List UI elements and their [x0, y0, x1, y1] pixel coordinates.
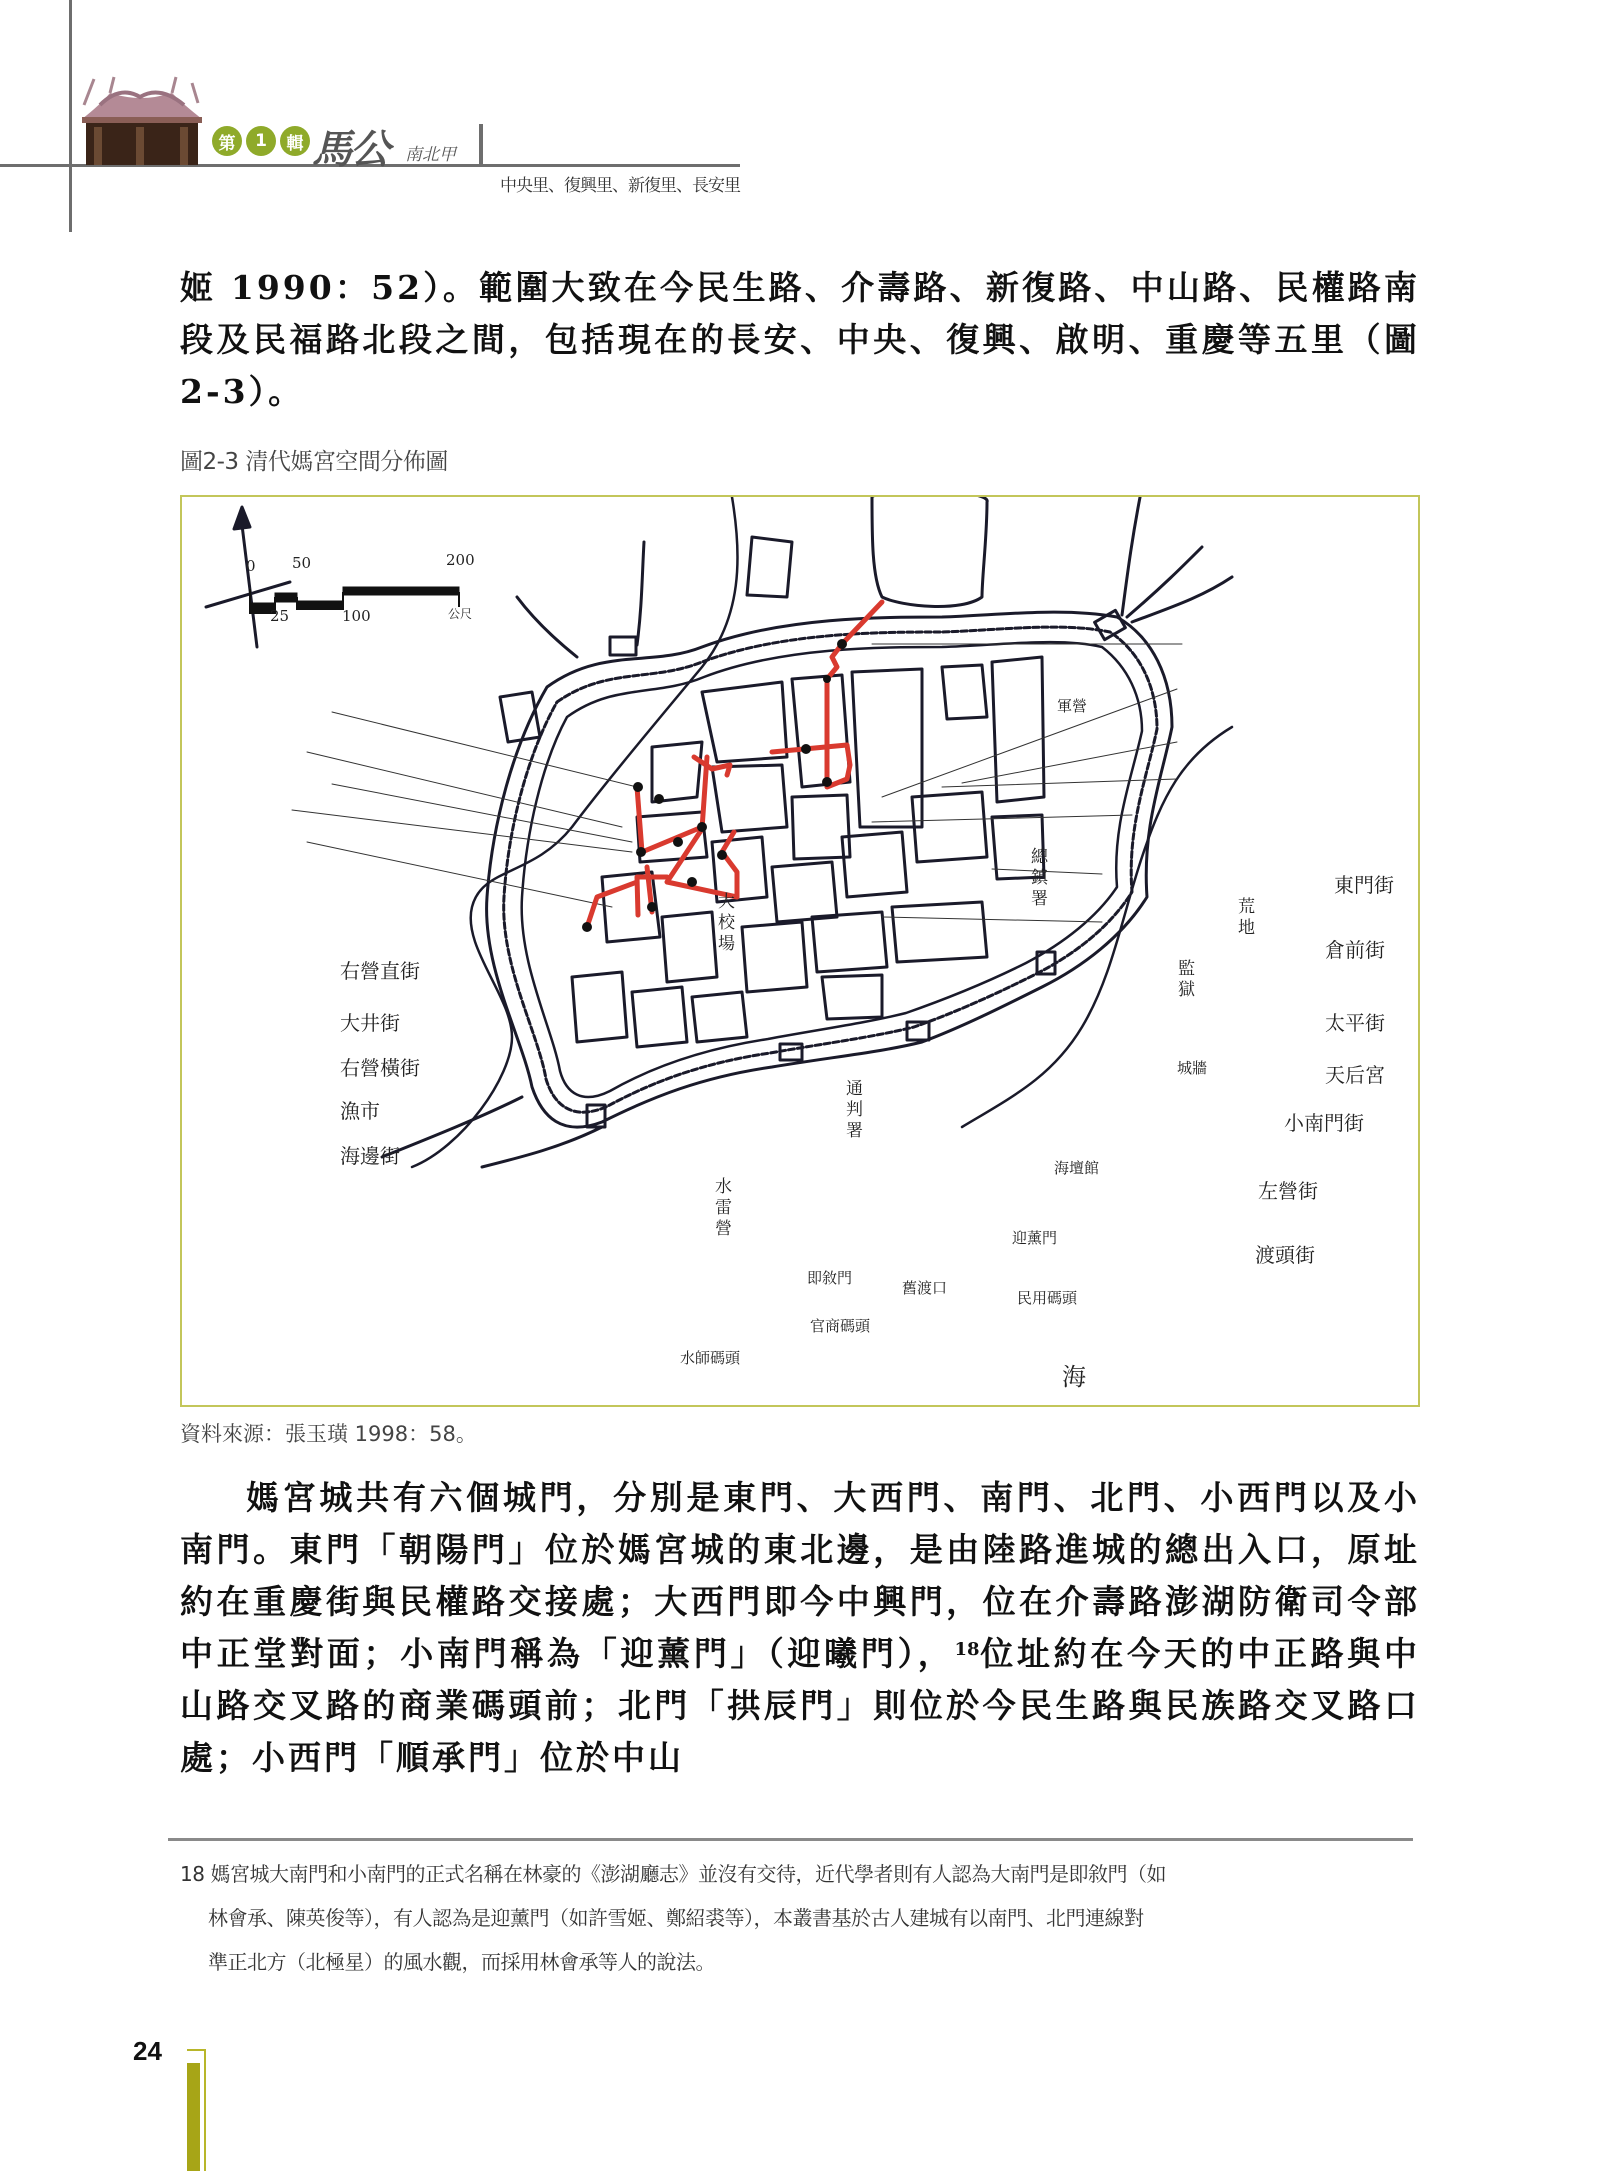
- figure-source: 資料來源：張玉璜 1998：58。: [180, 1422, 477, 1446]
- map-label-yingxun-gate: 迎薰門: [1012, 1229, 1058, 1247]
- street-label-right: 天后宮: [1325, 1063, 1385, 1087]
- map-label-civil-pier: 民用碼頭: [1017, 1289, 1078, 1307]
- map-label-navy-pier: 水師碼頭: [680, 1349, 741, 1367]
- map-label-official-pier: 官商碼頭: [810, 1317, 871, 1335]
- street-label-left: 海邊街: [340, 1144, 400, 1168]
- footnote-text: 林會承、陳英俊等），有人認為是迎薰門（如許雪姬、鄭紹裘等），本叢書基於古人建城有以南門、北門連線對: [208, 1906, 1144, 1930]
- street-label-right: 渡頭街: [1255, 1243, 1315, 1267]
- map-label-prison: 監獄: [1174, 959, 1194, 1001]
- map-label-sea: 海: [1062, 1363, 1086, 1391]
- scale-unit: 公尺: [448, 607, 473, 621]
- series-badge: 輯: [280, 126, 310, 156]
- header-vertical-rule: [69, 0, 72, 232]
- footnote-number: 18: [180, 1862, 205, 1886]
- street-label-left: 漁市: [340, 1099, 380, 1123]
- street-label-right: 倉前街: [1325, 938, 1385, 962]
- scale-tick: 0: [246, 557, 256, 575]
- street-label-right: 小南門街: [1284, 1111, 1364, 1135]
- scale-tick: 100: [342, 607, 371, 625]
- map-label-jixu-gate: 即敘門: [807, 1269, 853, 1287]
- series-title: 馬公: [312, 126, 388, 173]
- map-label-old-ferry: 舊渡口: [902, 1279, 948, 1297]
- paragraph-text: 位址約在今天的中正路與中山路交叉路的商業碼頭前；北門「拱辰門」則位於今民生路與民族路交叉路口處；小西門「順承門」位於中山: [180, 1634, 1421, 1777]
- series-badge: 第: [212, 126, 242, 156]
- series-badge: 1: [246, 126, 276, 156]
- scale-tick: 50: [292, 554, 312, 572]
- figure-caption: 圖2-3 清代媽宮空間分佈圖: [180, 449, 448, 475]
- map-label-city-wall: 城牆: [1177, 1059, 1208, 1077]
- footnote: [180, 1852, 1412, 1984]
- footnote-reference[interactable]: 18: [954, 1639, 980, 1660]
- map-label-military-camp: 軍營: [1057, 697, 1088, 715]
- street-label-left: 大井街: [340, 1011, 400, 1035]
- title-divider: [479, 124, 483, 166]
- map-label-wasteland: 荒地: [1234, 897, 1254, 939]
- street-label-right: 左營街: [1258, 1179, 1318, 1203]
- series-subtitle: 南北甲: [405, 145, 456, 165]
- map-figure: [180, 495, 1420, 1407]
- body-paragraph: [180, 1472, 1420, 1784]
- body-paragraph: 姬 1990：52）。範圍大致在今民生路、介壽路、新復路、中山路、民權路南段及民福路北段之間，包括現在的長安、中央、復興、啟明、重慶等五里（圖2-3）。: [180, 268, 1420, 411]
- map-label-tongpan-office: 通判署: [842, 1079, 862, 1142]
- map-label-haitan-hall: 海壇館: [1054, 1159, 1100, 1177]
- footnote-text: 準正北方（北極星）的風水觀，而採用林會承等人的說法。: [208, 1950, 715, 1974]
- map-drawing: [182, 497, 1418, 1405]
- map-label-general-office: 總鎮署: [1027, 847, 1047, 910]
- page-number: 24: [133, 2036, 162, 2066]
- temple-roof-image: [80, 75, 204, 165]
- north-arrow-icon: [206, 507, 290, 647]
- scale-tick: 200: [446, 551, 475, 569]
- scale-tick: 25: [270, 607, 290, 625]
- header-villages: 中央里、復興里、新復里、長安里: [500, 176, 740, 196]
- paragraph-text: 媽宮城共有六個城門，分別是東門、大西門、南門、北門、小西門以及小南門。東門「朝陽門」位於媽宮城的東北邊，是由陸路進城的總出入口，原址約在重慶街與民權路交接處；大西門即今中興門，位在介壽路澎湖防衛司令部中正堂對面；小南門稱為「迎薰門」（迎曦門），: [180, 1478, 1420, 1673]
- street-label-right: 東門街: [1334, 873, 1394, 897]
- map-label-water-camp: 水雷營: [711, 1177, 731, 1240]
- map-label-parade-ground: 大校場: [714, 892, 734, 955]
- page-bar: [187, 2063, 200, 2171]
- street-label-left: 右營直街: [340, 959, 420, 983]
- footnote-text: 媽宮城大南門和小南門的正式名稱在林豪的《澎湖廳志》並沒有交待，近代學者則有人認為大南門是即敘門（如: [210, 1862, 1166, 1886]
- street-label-left: 右營橫街: [340, 1056, 420, 1080]
- street-label-right: 太平街: [1325, 1011, 1385, 1035]
- footnote-divider: [168, 1838, 1413, 1841]
- series-badge-group: [212, 126, 310, 156]
